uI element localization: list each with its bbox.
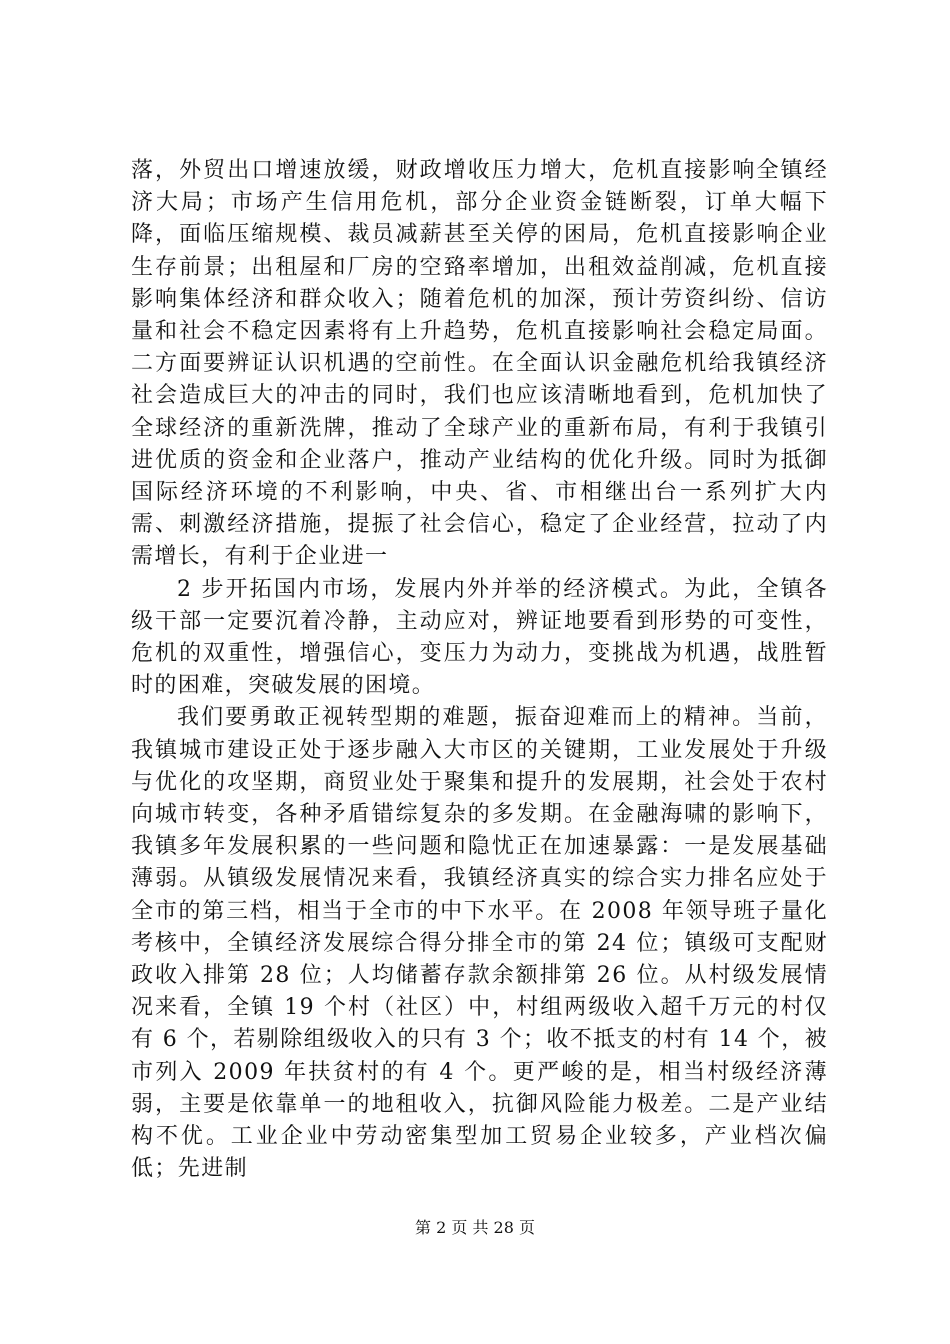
- paragraph-1: 落，外贸出口增速放缓，财政增收压力增大，危机直接影响全镇经济大局；市场产生信用危机，部分企业资金链断裂，订单大幅下降，面临压缩规模、裁员减薪甚至关停的困局，危机直接影响企业生存前景；出租屋和厂房的空臵率增加，出租效益削减，危机直接影响集体经济和群众收入；随着危机的加深，预计劳资纠纷、信访量和社会不稳定因素将有上升趋势，危机直接影响社会稳定局面。二方面要辨证认识机遇的空前性。在全面认识金融危机给我镇经济社会造成巨大的冲击的同时，我们也应该清晰地看到，危机加快了全球经济的重新洗牌，推动了全球产业的重新布局，有利于我镇引进优质的资金和企业落户，推动产业结构的优化升级。同时为抵御国际经济环境的不利影响，中央、省、市相继出台一系列扩大内需、刺激经济措施，提振了社会信心，稳定了企业经营，拉动了内需增长，有利于企业进一: [131, 158, 828, 570]
- body-text: [131, 155, 828, 1186]
- paragraph-2: 2 步开拓国内市场，发展内外并举的经济模式。为此，全镇各级干部一定要沉着冷静，主动应对，辨证地要看到形势的可变性，危机的双重性，增强信心，变压力为动力，变挑战为机遇，战胜暂时的困难，突破发展的困境。: [131, 576, 828, 699]
- page-footer: 第 2 页 共 28 页: [415, 1218, 535, 1237]
- paragraph-3: 我们要勇敢正视转型期的难题，振奋迎难而上的精神。当前，我镇城市建设正处于逐步融入大市区的关键期，工业发展处于升级与优化的攻坚期，商贸业处于聚集和提升的发展期，社会处于农村向城市转变，各种矛盾错综复杂的多发期。在金融海啸的影响下，我镇多年发展积累的一些问题和隐忧正在加速暴露：一是发展基础薄弱。从镇级发展情况来看，我镇经济真实的综合实力排名应处于全市的第三档，相当于全市的中下水平。在 2008 年领导班子量化考核中，全镇经济发展综合得分排全市的第 24 位；镇级可支配财政收入排第 28 位；人均储蓄存款余额排第 26 位。从村级发展情况来看，全镇 19 个村（社区）中，村组两级收入超千万元的村仅有 6 个，若剔除组级收入的只有 3 个；收不抵支的村有 14 个，被市列入 2009 年扶贫村的有 4 个。更严峻的是，相当村级经济薄弱，主要是依靠单一的地租收入，抗御风险能力极差。二是产业结构不优。工业企业中劳动密集型加工贸易企业较多，产业档次偏低；先进制: [131, 705, 828, 1182]
